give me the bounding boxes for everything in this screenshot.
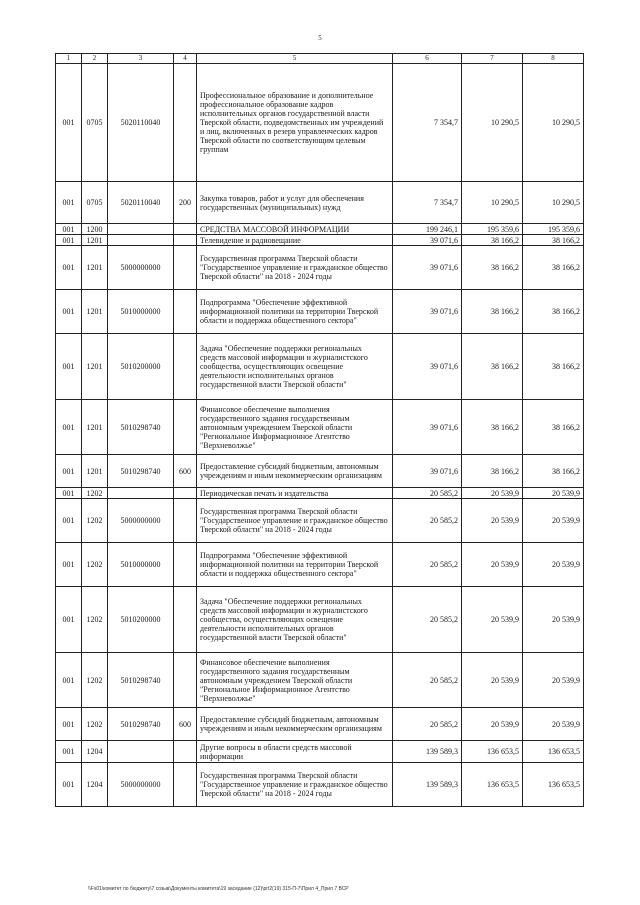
cell-code-expense-type	[174, 587, 197, 653]
cell-code-ministry: 001	[56, 499, 82, 543]
cell-code-target: 5010298740	[108, 708, 174, 741]
table-row	[56, 246, 584, 290]
cell-code-ministry: 001	[56, 653, 82, 708]
cell-code-target: 5010000000	[108, 290, 174, 334]
cell-description: Задача "Обеспечение поддержки региональных средств массовой информации и журналистского сообщества, осуществляющих освещение деятельности исполнительных органов государственной власти Тверской области"	[197, 587, 393, 653]
cell-value-year2: 20 539,9	[462, 543, 523, 587]
cell-code-target: 5010298740	[108, 653, 174, 708]
cell-value-year3: 20 539,9	[523, 708, 584, 741]
cell-value-year2: 38 166,2	[462, 455, 523, 488]
cell-value-year2: 20 539,9	[462, 708, 523, 741]
cell-code-ministry: 001	[56, 400, 82, 455]
table-row	[56, 763, 584, 807]
cell-code-section: 1202	[82, 499, 108, 543]
page-number: 5	[318, 34, 322, 42]
cell-value-year2: 195 359,6	[462, 224, 523, 235]
cell-value-year1: 199 246,1	[393, 224, 462, 235]
table-row	[56, 334, 584, 400]
cell-code-target: 5020110040	[108, 64, 174, 182]
cell-description: Подпрограмма "Обеспечение эффективной информационной политики на территории Тверской области и поддержка общественного сектора"	[197, 290, 393, 334]
cell-code-expense-type	[174, 543, 197, 587]
cell-value-year3: 195 359,6	[523, 224, 584, 235]
column-header: 7	[462, 54, 523, 64]
cell-value-year1: 20 585,2	[393, 653, 462, 708]
cell-value-year3: 20 539,9	[523, 543, 584, 587]
cell-value-year3: 20 539,9	[523, 653, 584, 708]
table-row	[56, 543, 584, 587]
column-header: 8	[523, 54, 584, 64]
cell-description: Периодическая печать и издательства	[197, 488, 393, 499]
cell-code-ministry: 001	[56, 235, 82, 246]
cell-value-year2: 38 166,2	[462, 235, 523, 246]
cell-code-section: 1201	[82, 455, 108, 488]
cell-description: Государственная программа Тверской области "Государственное управление и гражданское общество Тверской области" на 2018 - 2024 годы	[197, 499, 393, 543]
cell-value-year3: 10 290,5	[523, 64, 584, 182]
table-row	[56, 455, 584, 488]
cell-description: СРЕДСТВА МАССОВОЙ ИНФОРМАЦИИ	[197, 224, 393, 235]
table-row	[56, 64, 584, 182]
cell-value-year3: 38 166,2	[523, 290, 584, 334]
cell-value-year1: 39 071,6	[393, 290, 462, 334]
cell-description: Финансовое обеспечение выполнения государственного задания государственным автономным учреждением Тверской области "Региональное Информационное Агентство "Верхневолжье"	[197, 653, 393, 708]
cell-code-expense-type	[174, 334, 197, 400]
table-row	[56, 499, 584, 543]
cell-code-ministry: 001	[56, 246, 82, 290]
cell-code-expense-type	[174, 290, 197, 334]
cell-code-section: 1204	[82, 741, 108, 763]
cell-code-section: 1200	[82, 224, 108, 235]
cell-value-year1: 39 071,6	[393, 400, 462, 455]
cell-value-year2: 38 166,2	[462, 246, 523, 290]
cell-description: Государственная программа Тверской области "Государственное управление и гражданское общество Тверской области" на 2018 - 2024 годы	[197, 763, 393, 807]
cell-value-year1: 39 071,6	[393, 246, 462, 290]
table-row	[56, 708, 584, 741]
cell-description: Телевидение и радиовещание	[197, 235, 393, 246]
cell-code-target: 5010298740	[108, 455, 174, 488]
cell-code-section: 1201	[82, 235, 108, 246]
cell-value-year3: 38 166,2	[523, 246, 584, 290]
cell-value-year3: 20 539,9	[523, 488, 584, 499]
table-header-row	[56, 54, 584, 64]
cell-value-year1: 7 354,7	[393, 64, 462, 182]
table-row	[56, 741, 584, 763]
cell-code-section: 1201	[82, 334, 108, 400]
cell-value-year1: 139 589,3	[393, 763, 462, 807]
cell-description: Государственная программа Тверской области "Государственное управление и гражданское общество Тверской области" на 2018 - 2024 годы	[197, 246, 393, 290]
cell-value-year1: 20 585,2	[393, 499, 462, 543]
cell-code-ministry: 001	[56, 708, 82, 741]
cell-value-year1: 20 585,2	[393, 708, 462, 741]
column-header: 1	[56, 54, 82, 64]
cell-code-section: 1204	[82, 763, 108, 807]
cell-code-ministry: 001	[56, 334, 82, 400]
cell-code-target: 5010000000	[108, 543, 174, 587]
cell-code-ministry: 001	[56, 587, 82, 653]
cell-value-year1: 7 354,7	[393, 182, 462, 224]
cell-code-target: 5010200000	[108, 334, 174, 400]
cell-code-section: 1202	[82, 708, 108, 741]
cell-code-expense-type	[174, 235, 197, 246]
column-header: 2	[82, 54, 108, 64]
cell-code-target: 5020110040	[108, 182, 174, 224]
file-path-footer: \\Fs01\комитет по бюджету\7 созыв\Документы комитета\19 заседание (12)\prt2(19) 315-П-7\Прил 4_Прил 7 ВСР	[88, 886, 349, 892]
cell-code-section: 1202	[82, 587, 108, 653]
cell-code-section: 1201	[82, 400, 108, 455]
cell-code-section: 1202	[82, 543, 108, 587]
cell-value-year3: 38 166,2	[523, 400, 584, 455]
cell-code-ministry: 001	[56, 182, 82, 224]
cell-value-year1: 20 585,2	[393, 488, 462, 499]
cell-code-target: 5000000000	[108, 499, 174, 543]
column-header: 4	[174, 54, 197, 64]
cell-description: Подпрограмма "Обеспечение эффективной информационной политики на территории Тверской области и поддержка общественного сектора"	[197, 543, 393, 587]
cell-code-expense-type: 600	[174, 708, 197, 741]
cell-value-year2: 136 653,5	[462, 741, 523, 763]
cell-code-expense-type	[174, 246, 197, 290]
cell-code-target	[108, 224, 174, 235]
cell-code-expense-type	[174, 400, 197, 455]
cell-code-target: 5000000000	[108, 763, 174, 807]
cell-value-year1: 20 585,2	[393, 543, 462, 587]
budget-table	[55, 53, 584, 807]
table-row	[56, 653, 584, 708]
cell-code-expense-type	[174, 224, 197, 235]
cell-value-year1: 139 589,3	[393, 741, 462, 763]
cell-code-ministry: 001	[56, 543, 82, 587]
cell-code-ministry: 001	[56, 64, 82, 182]
cell-code-section: 1201	[82, 290, 108, 334]
cell-value-year2: 38 166,2	[462, 290, 523, 334]
column-header: 5	[197, 54, 393, 64]
cell-code-expense-type	[174, 64, 197, 182]
cell-description: Другие вопросы в области средств массовой информации	[197, 741, 393, 763]
table-row	[56, 587, 584, 653]
cell-code-expense-type	[174, 741, 197, 763]
cell-code-target: 5000000000	[108, 246, 174, 290]
table-row	[56, 488, 584, 499]
table-row	[56, 400, 584, 455]
cell-value-year3: 20 539,9	[523, 499, 584, 543]
cell-description: Закупка товаров, работ и услуг для обеспечения государственных (муниципальных) нужд	[197, 182, 393, 224]
cell-code-ministry: 001	[56, 741, 82, 763]
cell-value-year3: 136 653,5	[523, 741, 584, 763]
cell-code-ministry: 001	[56, 290, 82, 334]
column-header: 3	[108, 54, 174, 64]
table-row	[56, 224, 584, 235]
cell-code-expense-type	[174, 488, 197, 499]
cell-code-target: 5010298740	[108, 400, 174, 455]
cell-value-year2: 10 290,5	[462, 182, 523, 224]
cell-code-section: 1201	[82, 246, 108, 290]
cell-value-year3: 38 166,2	[523, 334, 584, 400]
table-row	[56, 235, 584, 246]
cell-value-year2: 20 539,9	[462, 499, 523, 543]
cell-code-target: 5010200000	[108, 587, 174, 653]
cell-code-ministry: 001	[56, 488, 82, 499]
cell-code-target	[108, 488, 174, 499]
table-row	[56, 290, 584, 334]
cell-code-expense-type: 200	[174, 182, 197, 224]
cell-value-year2: 136 653,5	[462, 763, 523, 807]
cell-code-expense-type	[174, 499, 197, 543]
cell-value-year1: 39 071,6	[393, 334, 462, 400]
cell-value-year3: 10 290,5	[523, 182, 584, 224]
cell-code-target	[108, 741, 174, 763]
cell-value-year2: 38 166,2	[462, 400, 523, 455]
cell-value-year3: 38 166,2	[523, 235, 584, 246]
cell-value-year1: 20 585,2	[393, 587, 462, 653]
cell-value-year1: 39 071,6	[393, 455, 462, 488]
cell-description: Предоставление субсидий бюджетным, автономным учреждениям и иным некоммерческим организациям	[197, 708, 393, 741]
cell-value-year2: 20 539,9	[462, 488, 523, 499]
column-header: 6	[393, 54, 462, 64]
cell-description: Задача "Обеспечение поддержки региональных средств массовой информации и журналистского сообщества, осуществляющих освещение деятельности исполнительных органов государственной власти Тверской области"	[197, 334, 393, 400]
cell-code-section: 1202	[82, 488, 108, 499]
cell-code-target	[108, 235, 174, 246]
table-row	[56, 182, 584, 224]
cell-value-year2: 38 166,2	[462, 334, 523, 400]
cell-value-year2: 20 539,9	[462, 653, 523, 708]
cell-code-expense-type	[174, 653, 197, 708]
cell-code-section: 0705	[82, 64, 108, 182]
cell-code-ministry: 001	[56, 455, 82, 488]
cell-code-ministry: 001	[56, 224, 82, 235]
cell-value-year3: 38 166,2	[523, 455, 584, 488]
cell-value-year2: 20 539,9	[462, 587, 523, 653]
cell-value-year3: 136 653,5	[523, 763, 584, 807]
cell-description: Предоставление субсидий бюджетным, автономным учреждениям и иным некоммерческим организациям	[197, 455, 393, 488]
cell-code-ministry: 001	[56, 763, 82, 807]
cell-value-year2: 10 290,5	[462, 64, 523, 182]
cell-description: Профессиональное образование и дополнительное профессиональное образование кадров исполнительных органов государственной власти Тверской области, подведомственных им учреждений и лиц, включенных в резерв управленческих кадров Тверской области по соответствующим целевым группам	[197, 64, 393, 182]
cell-value-year3: 20 539,9	[523, 587, 584, 653]
cell-value-year1: 39 071,6	[393, 235, 462, 246]
cell-description: Финансовое обеспечение выполнения государственного задания государственным автономным учреждением Тверской области "Региональное Информационное Агентство "Верхневолжье"	[197, 400, 393, 455]
cell-code-expense-type: 600	[174, 455, 197, 488]
cell-code-expense-type	[174, 763, 197, 807]
cell-code-section: 1202	[82, 653, 108, 708]
cell-code-section: 0705	[82, 182, 108, 224]
